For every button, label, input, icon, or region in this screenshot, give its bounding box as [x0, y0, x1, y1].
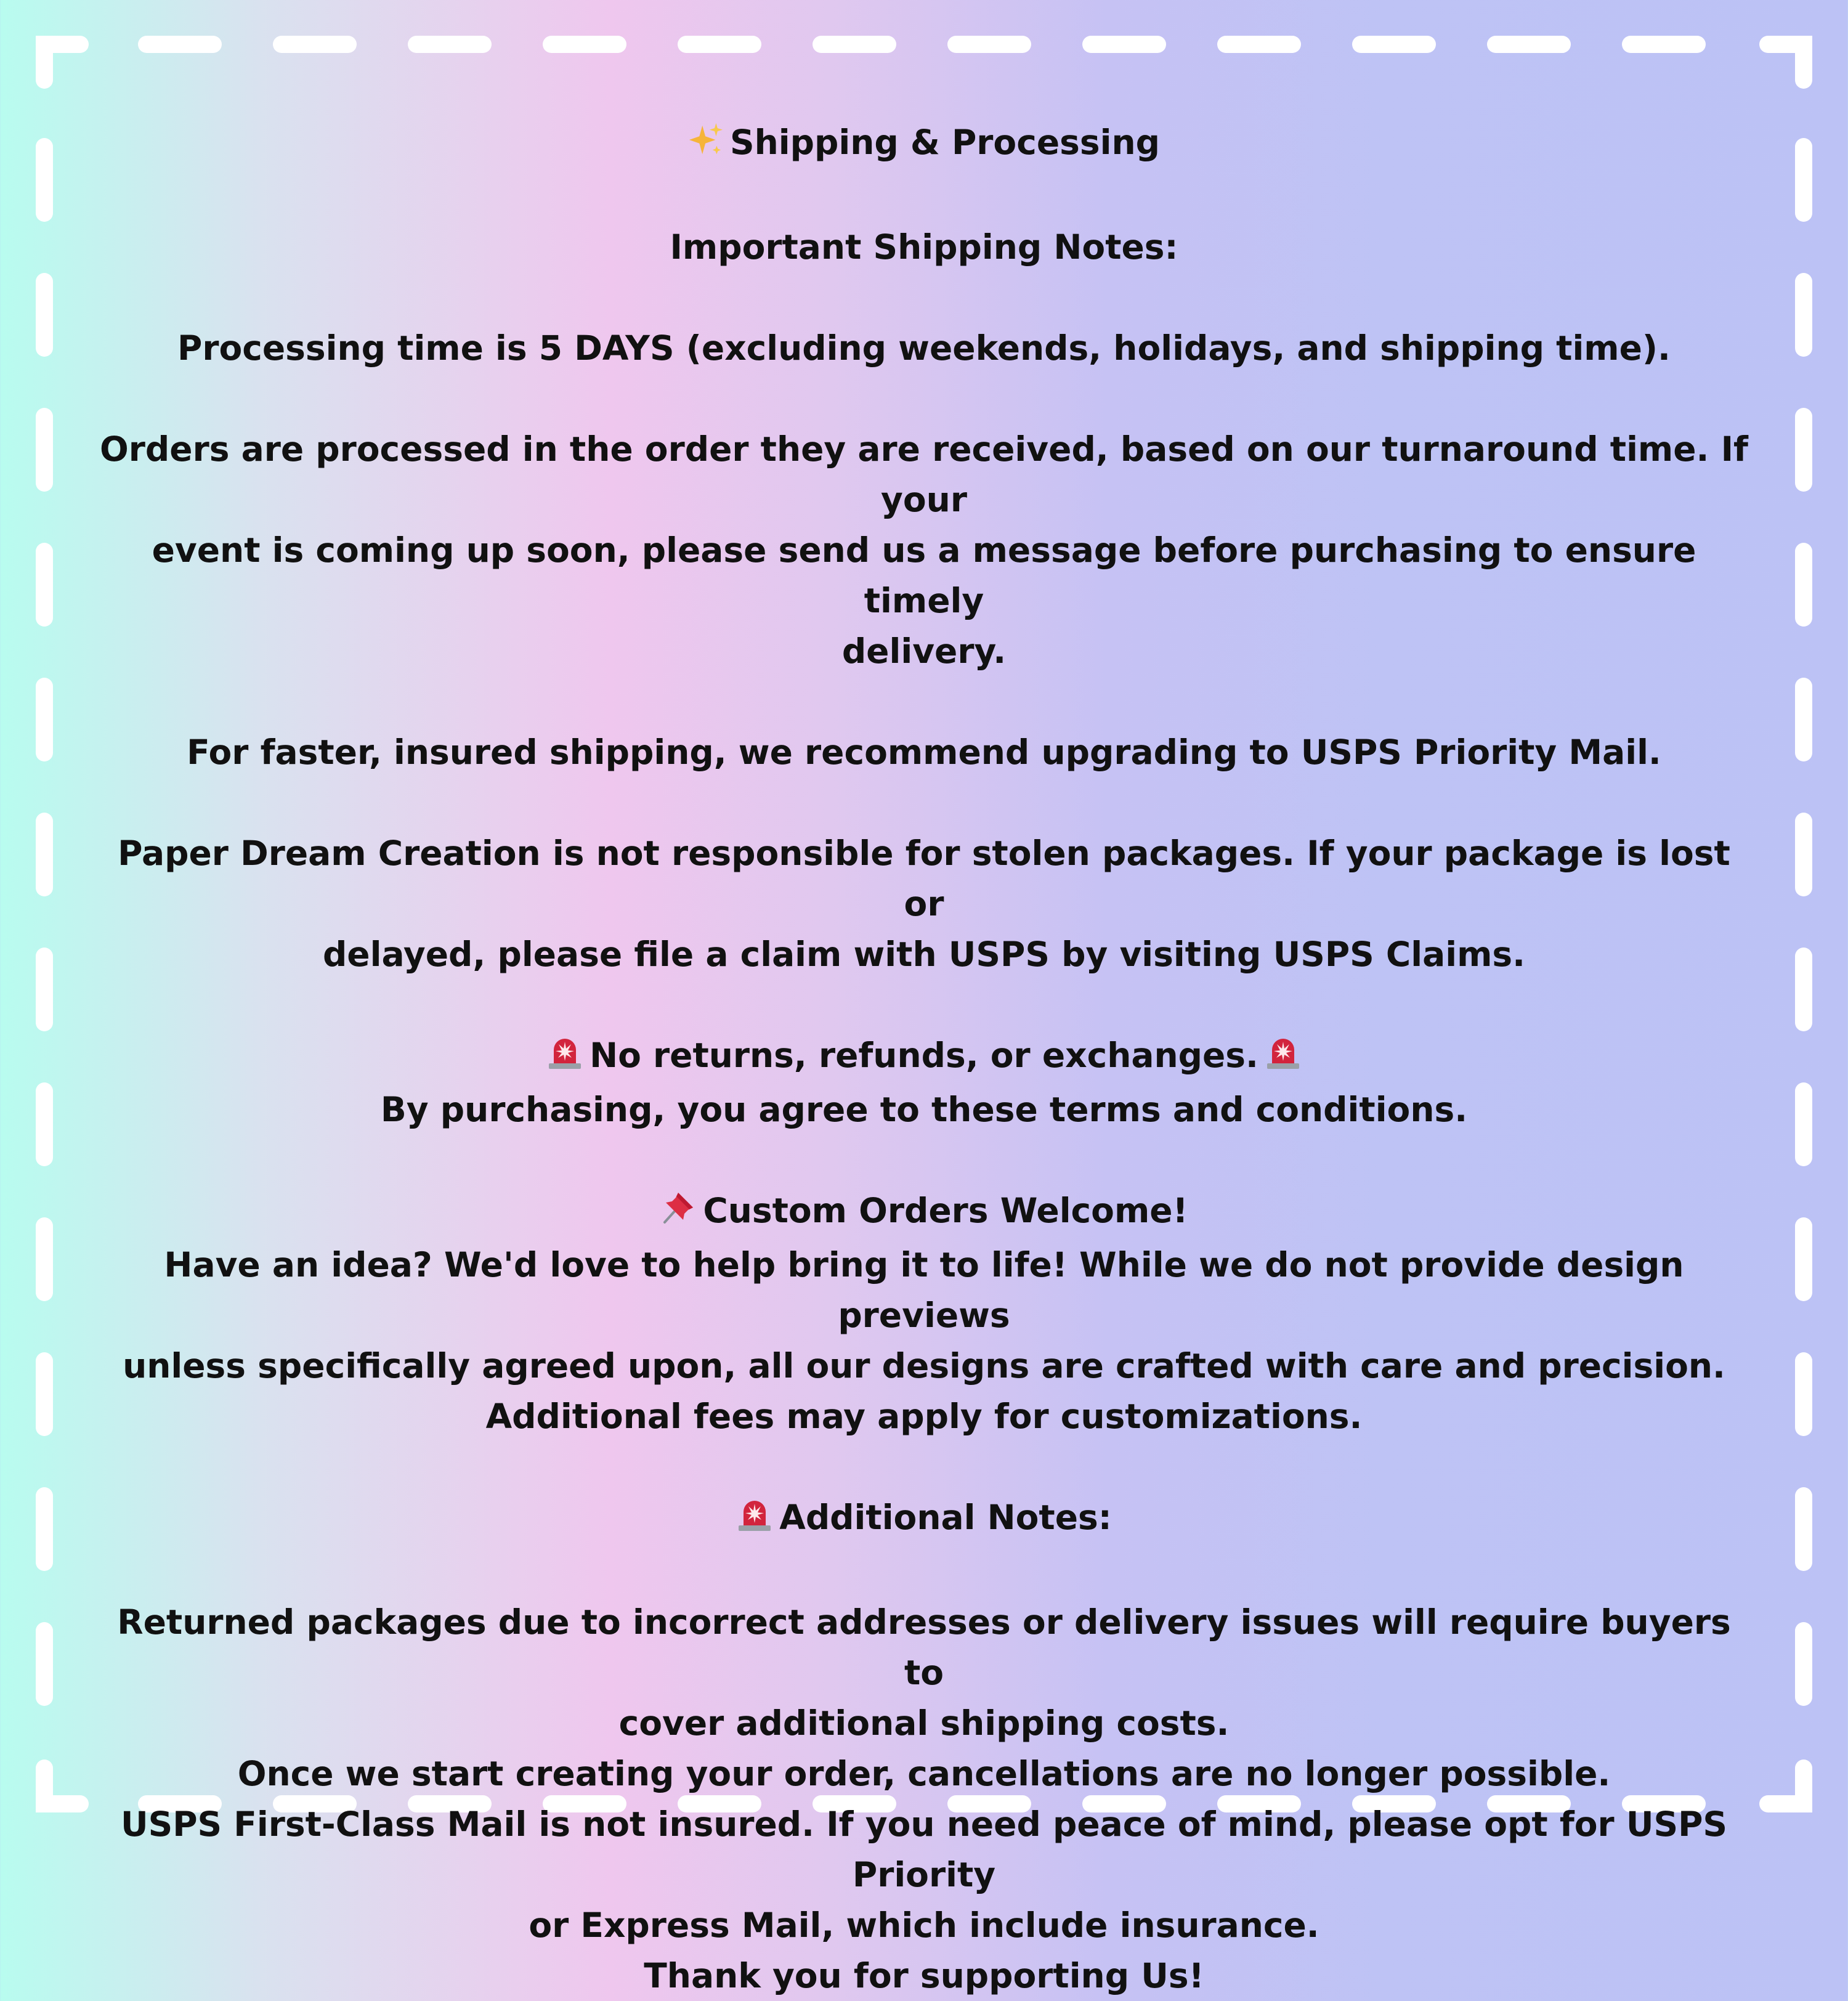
- orders-processed-line-1: Orders are processed in the order they are received, based on our turnaround time. If your: [100, 429, 1748, 519]
- title-line: [92, 117, 1756, 171]
- siren-light-icon: [546, 1034, 583, 1084]
- shipping-policy-text: [92, 117, 1756, 2001]
- page-title: Shipping & Processing: [730, 123, 1160, 162]
- custom-orders-line: [92, 1185, 1756, 1240]
- siren-light-icon: [1265, 1034, 1302, 1084]
- pushpin-icon: [660, 1189, 697, 1240]
- no-returns-text: No returns, refunds, or exchanges.: [590, 1036, 1258, 1075]
- stolen-packages-line-1: Paper Dream Creation is not responsible for stolen packages. If your package is lost or: [118, 834, 1730, 923]
- siren-light-icon: [736, 1496, 773, 1546]
- corner-top-left: [44, 44, 80, 80]
- priority-mail-text: For faster, insured shipping, we recommend upgrading to USPS Priority Mail.: [187, 733, 1661, 772]
- additional-notes-line-4: USPS First-Class Mail is not insured. If you need peace of mind, please opt for USPS Priority: [120, 1804, 1728, 1894]
- additional-notes-line-2: cover additional shipping costs.: [618, 1703, 1230, 1743]
- additional-notes-line: [92, 1492, 1756, 1546]
- orders-processed-line-2: event is coming up soon, please send us a message before purchasing to ensure timely: [152, 530, 1696, 620]
- orders-processed-line-3: delivery.: [841, 631, 1007, 671]
- notes-heading: Important Shipping Notes:: [670, 227, 1178, 267]
- additional-notes-heading: Additional Notes:: [779, 1498, 1112, 1537]
- custom-orders-line-2: unless specifically agreed upon, all our designs are crafted with care and precision.: [123, 1346, 1725, 1386]
- sparkles-icon: [688, 121, 724, 171]
- no-returns-line: [92, 1030, 1756, 1084]
- custom-orders-line-3: Additional fees may apply for customizations.: [485, 1397, 1363, 1436]
- corner-top-right: [1768, 44, 1804, 80]
- corner-bottom-right: [1768, 1768, 1804, 1804]
- additional-notes-line-3: Once we start creating your order, cancellations are no longer possible.: [237, 1754, 1611, 1793]
- processing-time-text: Processing time is 5 DAYS (excluding weekends, holidays, and shipping time).: [177, 328, 1671, 368]
- custom-orders-heading: Custom Orders Welcome!: [703, 1191, 1188, 1230]
- terms-text: By purchasing, you agree to these terms and conditions.: [380, 1090, 1468, 1129]
- additional-notes-line-5: or Express Mail, which include insurance.: [529, 1906, 1319, 1945]
- thank-you-text: Thank you for supporting Us!: [644, 1956, 1204, 1995]
- additional-notes-line-1: Returned packages due to incorrect addresses or delivery issues will require buyers to: [117, 1602, 1731, 1692]
- stolen-packages-line-2: delayed, please file a claim with USPS by visiting USPS Claims.: [322, 935, 1526, 974]
- corner-bottom-left: [44, 1768, 80, 1804]
- custom-orders-line-1: Have an idea? We'd love to help bring it to life! While we do not provide design previews: [164, 1245, 1684, 1335]
